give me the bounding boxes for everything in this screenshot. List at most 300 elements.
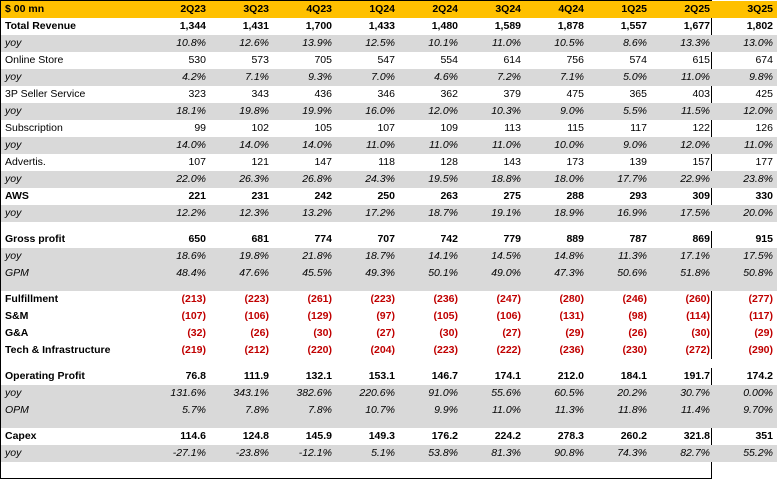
row-value <box>462 282 525 291</box>
row-value <box>525 359 588 368</box>
row-value: (219) <box>181 344 206 356</box>
row-value: 102 <box>251 122 269 134</box>
table-row <box>1 402 777 419</box>
row-value <box>525 282 588 291</box>
row-value <box>588 359 651 368</box>
row-value: 49.0% <box>462 265 525 282</box>
row-value: 122 <box>692 122 710 134</box>
row-value: 12.0% <box>399 103 462 120</box>
row-value: 111.9 <box>243 370 269 382</box>
row-value: 114.6 <box>180 430 206 442</box>
row-value: 9.9% <box>399 402 462 419</box>
row-value: 293 <box>629 190 647 202</box>
row-value <box>147 359 210 368</box>
row-label: Capex <box>5 430 37 442</box>
row-value: 221 <box>188 190 206 202</box>
row-value: 14.0% <box>147 137 210 154</box>
row-value: 143 <box>503 156 521 168</box>
row-label: yoy <box>1 35 147 52</box>
table-row <box>1 188 777 205</box>
row-value <box>399 282 462 291</box>
row-value: 288 <box>566 190 584 202</box>
row-value: 12.6% <box>210 35 273 52</box>
row-value: 742 <box>440 233 458 245</box>
row-value: 242 <box>314 190 332 202</box>
row-value: 18.7% <box>336 248 399 265</box>
row-value: 7.2% <box>462 69 525 86</box>
row-value: (222) <box>496 344 521 356</box>
row-value: (107) <box>181 310 206 322</box>
row-value: 53.8% <box>399 445 462 462</box>
row-value: (105) <box>433 310 458 322</box>
row-value: 615 <box>692 54 710 66</box>
row-value: 18.8% <box>462 171 525 188</box>
row-value: 10.5% <box>525 35 588 52</box>
row-label <box>1 222 147 231</box>
table-row <box>1 428 777 445</box>
column-header-period: 3Q25 <box>714 1 777 18</box>
row-value: 132.1 <box>305 370 332 382</box>
row-value: (106) <box>496 310 521 322</box>
row-value: (246) <box>622 293 647 305</box>
row-value: 674 <box>755 54 773 66</box>
row-value: (213) <box>181 293 206 305</box>
row-value: 212.0 <box>557 370 584 382</box>
unit-label: $ 00 mn <box>1 1 147 18</box>
row-value: 554 <box>440 54 458 66</box>
row-value: (26) <box>628 327 647 339</box>
row-value: 12.2% <box>147 205 210 222</box>
row-label: GPM <box>1 265 147 282</box>
row-value: 126 <box>755 122 773 134</box>
row-value: 5.0% <box>588 69 651 86</box>
row-label: yoy <box>1 385 147 402</box>
row-value: (230) <box>622 344 647 356</box>
row-value: 13.2% <box>273 205 336 222</box>
row-value <box>588 419 651 428</box>
row-value: 705 <box>314 54 332 66</box>
row-value: (32) <box>187 327 206 339</box>
row-value: 14.1% <box>399 248 462 265</box>
row-value: 0.00% <box>714 385 777 402</box>
table-header <box>1 1 777 18</box>
row-value: (30) <box>439 327 458 339</box>
row-value <box>210 419 273 428</box>
row-value: 9.8% <box>714 69 777 86</box>
table-row <box>1 35 777 52</box>
row-value: 76.8 <box>185 370 206 382</box>
row-value: 60.5% <box>525 385 588 402</box>
row-label: OPM <box>1 402 147 419</box>
row-value <box>525 419 588 428</box>
row-value <box>462 419 525 428</box>
row-value: 379 <box>503 88 521 100</box>
row-value: 47.6% <box>210 265 273 282</box>
table-row <box>1 69 777 86</box>
row-value: 1,700 <box>305 20 332 32</box>
row-value: 105 <box>314 122 332 134</box>
row-value: 19.5% <box>399 171 462 188</box>
row-value: 16.0% <box>336 103 399 120</box>
table-row <box>1 154 777 171</box>
row-value: 275 <box>503 190 521 202</box>
row-value: (26) <box>250 327 269 339</box>
row-value: 16.9% <box>588 205 651 222</box>
row-value: 91.0% <box>399 385 462 402</box>
row-value: 107 <box>377 122 395 134</box>
row-label: AWS <box>5 190 29 202</box>
row-value: -27.1% <box>147 445 210 462</box>
row-value: 8.6% <box>588 35 651 52</box>
row-value: 99 <box>194 122 206 134</box>
row-value: 17.7% <box>588 171 651 188</box>
row-value: 915 <box>755 233 773 245</box>
column-header-period: 4Q24 <box>525 1 588 18</box>
row-value: 18.7% <box>399 205 462 222</box>
row-value: 145.9 <box>305 430 332 442</box>
column-header-period: 2Q23 <box>147 1 210 18</box>
row-value <box>147 222 210 231</box>
row-label: Operating Profit <box>5 370 85 382</box>
row-value: 19.1% <box>462 205 525 222</box>
row-value: 10.7% <box>336 402 399 419</box>
table-spacer-row <box>1 282 777 291</box>
row-value: 343.1% <box>210 385 273 402</box>
row-value: 11.0% <box>651 69 714 86</box>
row-value: 81.3% <box>462 445 525 462</box>
row-value: 774 <box>314 233 332 245</box>
row-value: 614 <box>503 54 521 66</box>
row-value: 382.6% <box>273 385 336 402</box>
row-value: 7.1% <box>525 69 588 86</box>
row-label: Gross profit <box>5 233 66 245</box>
row-value: 50.8% <box>714 265 777 282</box>
row-label: Subscription <box>5 122 63 134</box>
row-value <box>462 359 525 368</box>
row-value <box>336 222 399 231</box>
row-value: 260.2 <box>620 430 647 442</box>
row-value: 681 <box>251 233 269 245</box>
row-label: yoy <box>1 445 147 462</box>
row-value: 436 <box>314 88 332 100</box>
row-value <box>651 222 714 231</box>
row-value: 11.5% <box>651 103 714 120</box>
row-value: 109 <box>440 122 458 134</box>
row-value: 11.3% <box>525 402 588 419</box>
row-value: 4.2% <box>147 69 210 86</box>
row-value <box>714 419 777 428</box>
row-value: 9.0% <box>588 137 651 154</box>
row-value: 90.8% <box>525 445 588 462</box>
row-value: 11.3% <box>588 248 651 265</box>
row-value: 128 <box>440 156 458 168</box>
row-value: 22.0% <box>147 171 210 188</box>
row-value: 9.70% <box>714 402 777 419</box>
row-value: 18.6% <box>147 248 210 265</box>
row-value: 149.3 <box>368 430 395 442</box>
row-value: (223) <box>244 293 269 305</box>
row-value: 17.2% <box>336 205 399 222</box>
row-value: 48.4% <box>147 265 210 282</box>
row-value: (236) <box>559 344 584 356</box>
row-label: 3P Seller Service <box>5 88 86 100</box>
row-value: 14.0% <box>210 137 273 154</box>
row-value <box>210 282 273 291</box>
row-label: G&A <box>5 327 29 339</box>
row-value: 756 <box>566 54 584 66</box>
row-value: 124.8 <box>242 430 269 442</box>
row-label <box>1 419 147 428</box>
row-value: 18.0% <box>525 171 588 188</box>
table-row <box>1 265 777 282</box>
row-value: (204) <box>370 344 395 356</box>
table-row <box>1 368 777 385</box>
row-value: 5.7% <box>147 402 210 419</box>
row-value: 779 <box>503 233 521 245</box>
row-value: 13.0% <box>714 35 777 52</box>
table-row <box>1 325 777 342</box>
row-value: 82.7% <box>651 445 714 462</box>
row-value: 47.3% <box>525 265 588 282</box>
row-value: 869 <box>692 233 710 245</box>
row-value: 17.5% <box>714 248 777 265</box>
row-value <box>588 282 651 291</box>
financial-model-table <box>1 1 777 462</box>
row-value: 13.3% <box>651 35 714 52</box>
row-value: 118 <box>378 156 395 168</box>
row-value: 146.7 <box>431 370 458 382</box>
row-value: 250 <box>377 190 395 202</box>
row-value: 20.2% <box>588 385 651 402</box>
row-value: (27) <box>502 327 521 339</box>
row-value <box>588 222 651 231</box>
row-value: 330 <box>755 190 773 202</box>
row-value: (261) <box>307 293 332 305</box>
row-value: 1,878 <box>557 20 584 32</box>
row-value <box>714 222 777 231</box>
row-value: 13.9% <box>273 35 336 52</box>
row-value: (30) <box>691 327 710 339</box>
row-value: 26.8% <box>273 171 336 188</box>
table-row <box>1 205 777 222</box>
row-value: 174.1 <box>494 370 521 382</box>
table-row <box>1 291 777 308</box>
row-label: Fulfillment <box>5 293 59 305</box>
header-row <box>1 1 777 18</box>
row-value: 50.6% <box>588 265 651 282</box>
row-value: (29) <box>754 327 773 339</box>
row-value: 12.5% <box>336 35 399 52</box>
row-value: (280) <box>559 293 584 305</box>
row-label: Advertis. <box>5 156 46 168</box>
row-label: Total Revenue <box>5 20 76 32</box>
row-value: (29) <box>565 327 584 339</box>
row-value: 1,802 <box>746 20 773 32</box>
row-value: 1,677 <box>683 20 710 32</box>
column-header-period: 4Q23 <box>273 1 336 18</box>
table-row <box>1 231 777 248</box>
row-value <box>336 419 399 428</box>
row-value: 220.6% <box>336 385 399 402</box>
row-value: 11.0% <box>462 137 525 154</box>
row-value <box>273 282 336 291</box>
row-value: -12.1% <box>273 445 336 462</box>
row-value <box>273 359 336 368</box>
row-value: 224.2 <box>494 430 521 442</box>
row-value: 278.3 <box>557 430 584 442</box>
row-value: 20.0% <box>714 205 777 222</box>
row-value: 11.8% <box>588 402 651 419</box>
row-value: (223) <box>433 344 458 356</box>
row-value: 131.6% <box>147 385 210 402</box>
row-value: 11.0% <box>336 137 399 154</box>
table-row <box>1 385 777 402</box>
row-label <box>1 359 147 368</box>
row-value: 121 <box>251 156 269 168</box>
row-value: 707 <box>377 233 395 245</box>
row-value <box>210 359 273 368</box>
row-value: 18.1% <box>147 103 210 120</box>
row-value: (277) <box>748 293 773 305</box>
row-value: 115 <box>567 122 584 134</box>
row-value: 184.1 <box>620 370 647 382</box>
row-value <box>525 222 588 231</box>
row-value: 11.0% <box>462 402 525 419</box>
row-value <box>399 222 462 231</box>
table-spacer-row <box>1 359 777 368</box>
table-row <box>1 103 777 120</box>
row-value <box>651 359 714 368</box>
row-value <box>147 419 210 428</box>
row-value: (114) <box>686 310 710 322</box>
row-value: 12.0% <box>651 137 714 154</box>
row-label: yoy <box>1 171 147 188</box>
row-value: 153.1 <box>368 370 395 382</box>
row-value: (220) <box>307 344 332 356</box>
table-row <box>1 120 777 137</box>
row-value: 174.2 <box>746 370 773 382</box>
row-value: 21.8% <box>273 248 336 265</box>
table-row <box>1 18 777 35</box>
row-value: 55.6% <box>462 385 525 402</box>
row-value: 74.3% <box>588 445 651 462</box>
row-value: 1,344 <box>179 20 206 32</box>
row-value <box>651 419 714 428</box>
row-value: 889 <box>566 233 584 245</box>
table-row <box>1 308 777 325</box>
row-value: 574 <box>629 54 647 66</box>
row-value: 12.3% <box>210 205 273 222</box>
row-value: 11.4% <box>651 402 714 419</box>
column-header-period: 3Q24 <box>462 1 525 18</box>
row-value: 139 <box>629 156 647 168</box>
row-value: 23.8% <box>714 171 777 188</box>
row-value <box>273 222 336 231</box>
row-value: 11.0% <box>462 35 525 52</box>
row-value <box>336 359 399 368</box>
row-label: yoy <box>1 69 147 86</box>
row-value: 49.3% <box>336 265 399 282</box>
row-value: 113 <box>504 122 521 134</box>
table-body <box>1 18 777 462</box>
row-value <box>651 282 714 291</box>
row-value: (27) <box>376 327 395 339</box>
row-value: 50.1% <box>399 265 462 282</box>
row-value: 4.6% <box>399 69 462 86</box>
row-value: 55.2% <box>714 445 777 462</box>
row-value: 5.1% <box>336 445 399 462</box>
row-value: 45.5% <box>273 265 336 282</box>
table-row <box>1 342 777 359</box>
row-value: 19.8% <box>210 103 273 120</box>
row-value: (223) <box>370 293 395 305</box>
row-value: 11.0% <box>714 137 777 154</box>
row-value: 30.7% <box>651 385 714 402</box>
row-value: 176.2 <box>431 430 458 442</box>
row-value: 403 <box>692 88 710 100</box>
table-row <box>1 52 777 69</box>
table-row <box>1 248 777 265</box>
row-value <box>399 419 462 428</box>
row-value: 650 <box>188 233 206 245</box>
row-value: 7.1% <box>210 69 273 86</box>
row-label: S&M <box>5 310 29 322</box>
row-value: 17.5% <box>651 205 714 222</box>
row-value: 19.8% <box>210 248 273 265</box>
row-value: 157 <box>692 156 710 168</box>
row-value: 14.0% <box>273 137 336 154</box>
row-value: 1,433 <box>368 20 395 32</box>
row-value: 323 <box>188 88 206 100</box>
row-label <box>1 282 147 291</box>
row-value: (97) <box>376 310 395 322</box>
column-header-period: 1Q25 <box>588 1 651 18</box>
row-value: 10.8% <box>147 35 210 52</box>
column-header-period: 2Q25 <box>651 1 714 18</box>
row-value: (260) <box>685 293 710 305</box>
row-value: (131) <box>559 310 584 322</box>
row-value: (30) <box>313 327 332 339</box>
row-value <box>462 222 525 231</box>
column-header-period: 1Q24 <box>336 1 399 18</box>
row-label: Online Store <box>5 54 64 66</box>
row-value: 365 <box>629 88 647 100</box>
row-value: 173 <box>566 156 584 168</box>
row-value <box>714 282 777 291</box>
row-value: (272) <box>685 344 710 356</box>
row-label: yoy <box>1 248 147 265</box>
row-value: 573 <box>251 54 269 66</box>
row-value: 51.8% <box>651 265 714 282</box>
row-value: 309 <box>692 190 710 202</box>
row-value: -23.8% <box>210 445 273 462</box>
row-value: 530 <box>188 54 206 66</box>
row-value <box>273 419 336 428</box>
row-value: 147 <box>314 156 332 168</box>
table-row <box>1 86 777 103</box>
column-header-period: 3Q23 <box>210 1 273 18</box>
row-value: 425 <box>755 88 773 100</box>
row-value: 346 <box>377 88 395 100</box>
table-row <box>1 171 777 188</box>
row-value: (236) <box>433 293 458 305</box>
row-value: 191.7 <box>683 370 710 382</box>
row-value: 5.5% <box>588 103 651 120</box>
row-value: 787 <box>629 233 647 245</box>
row-value <box>147 282 210 291</box>
row-value: 1,557 <box>620 20 647 32</box>
row-value <box>336 282 399 291</box>
